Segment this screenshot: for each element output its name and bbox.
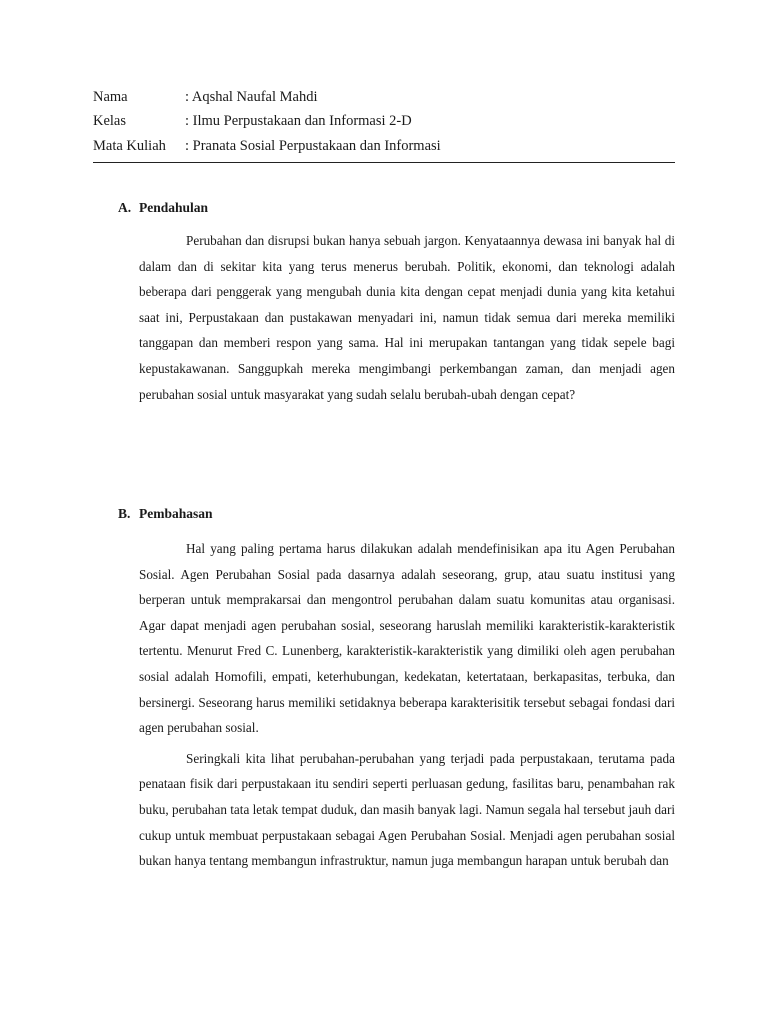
- body-paragraph: Seringkali kita lihat perubahan-perubahan yang terjadi pada perpustakaan, terutama pada penataan fisik dari perpustakaan itu sendiri seperti perluasan gedung, fasilitas baru, penambahan rak buku, perubahan tata letak tempat duduk, dan masih banyak lagi. Namun segala hal tersebut jauh dari cukup untuk membuat perpustakaan sebagai Agen Perubahan Sosial. Menjadi agen perubahan sosial bukan hanya tentang membangun infrastruktur, namun juga membangun harapan untuk berubah dan: [139, 750, 675, 869]
- body-paragraph: Perubahan dan disrupsi bukan hanya sebuah jargon. Kenyataannya dewasa ini banyak hal di dalam dan di sekitar kita yang terus menerus berubah. Politik, ekonomi, dan teknologi adalah beberapa dari penggerak yang mengubah dunia kita dengan cepat menjadi dunia yang kita ketahui saat ini, Perpustakaan dan pustakawan menyadari ini, namun tidak semua dari mereka memiliki tanggapan dan memberi respon yang sama. Hal ini merupakan tantangan yang tidak sepele bagi kepustakawanan. Sanggupkah mereka mengimbangi perkembangan zaman, dan menjadi agen perubahan sosial untuk masyarakat yang sudah selalu berubah-ubah dengan cepat?: [139, 233, 675, 402]
- identity-row-course: [93, 134, 675, 159]
- section-introduction: [118, 198, 675, 407]
- section-title: Pembahasan: [139, 506, 213, 521]
- body-paragraph: Hal yang paling pertama harus dilakukan adalah mendefinisikan apa itu Agen Perubahan Sosial. Agen Perubahan Sosial pada dasarnya adalah seseorang, grup, atau suatu institusi yang berperan untuk memprakarsai dan mengontrol perubahan dalam suatu komunitas atau organisasi. Agar dapat menjadi agen perubahan sosial, seseorang haruslah memiliki karakteristik-karakteristik tertentu. Menurut Fred C. Lunenberg, karakteristik-karakteristik yang dimiliki oleh agen perubahan sosial adalah Homofili, empati, keterhubungan, kedekatan, ketertataan, berkapasitas, terbuka, dan bersinergi. Seseorang harus memiliki setidaknya beberapa karakterisitik tersebut sebagai fondasi dari agen perubahan sosial.: [139, 541, 675, 736]
- section-letter: B.: [118, 506, 131, 521]
- section-discussion: [118, 504, 675, 898]
- identity-label: Mata Kuliah: [93, 137, 166, 154]
- identity-row-class: [93, 110, 675, 135]
- section-heading: [118, 198, 675, 218]
- identity-row-name: [93, 85, 675, 110]
- section-letter: A.: [118, 200, 132, 215]
- identity-value: : Ilmu Perpustakaan dan Informasi 2-D: [185, 113, 412, 130]
- identity-label: Nama: [93, 88, 128, 105]
- identity-label: Kelas: [93, 113, 127, 130]
- section-title: Pendahulan: [139, 200, 209, 215]
- section-heading: [118, 504, 675, 524]
- identity-value: : Pranata Sosial Perpustakaan dan Informasi: [185, 137, 441, 154]
- identity-value: : Aqshal Naufal Mahdi: [185, 88, 318, 105]
- identity-block: [93, 85, 675, 163]
